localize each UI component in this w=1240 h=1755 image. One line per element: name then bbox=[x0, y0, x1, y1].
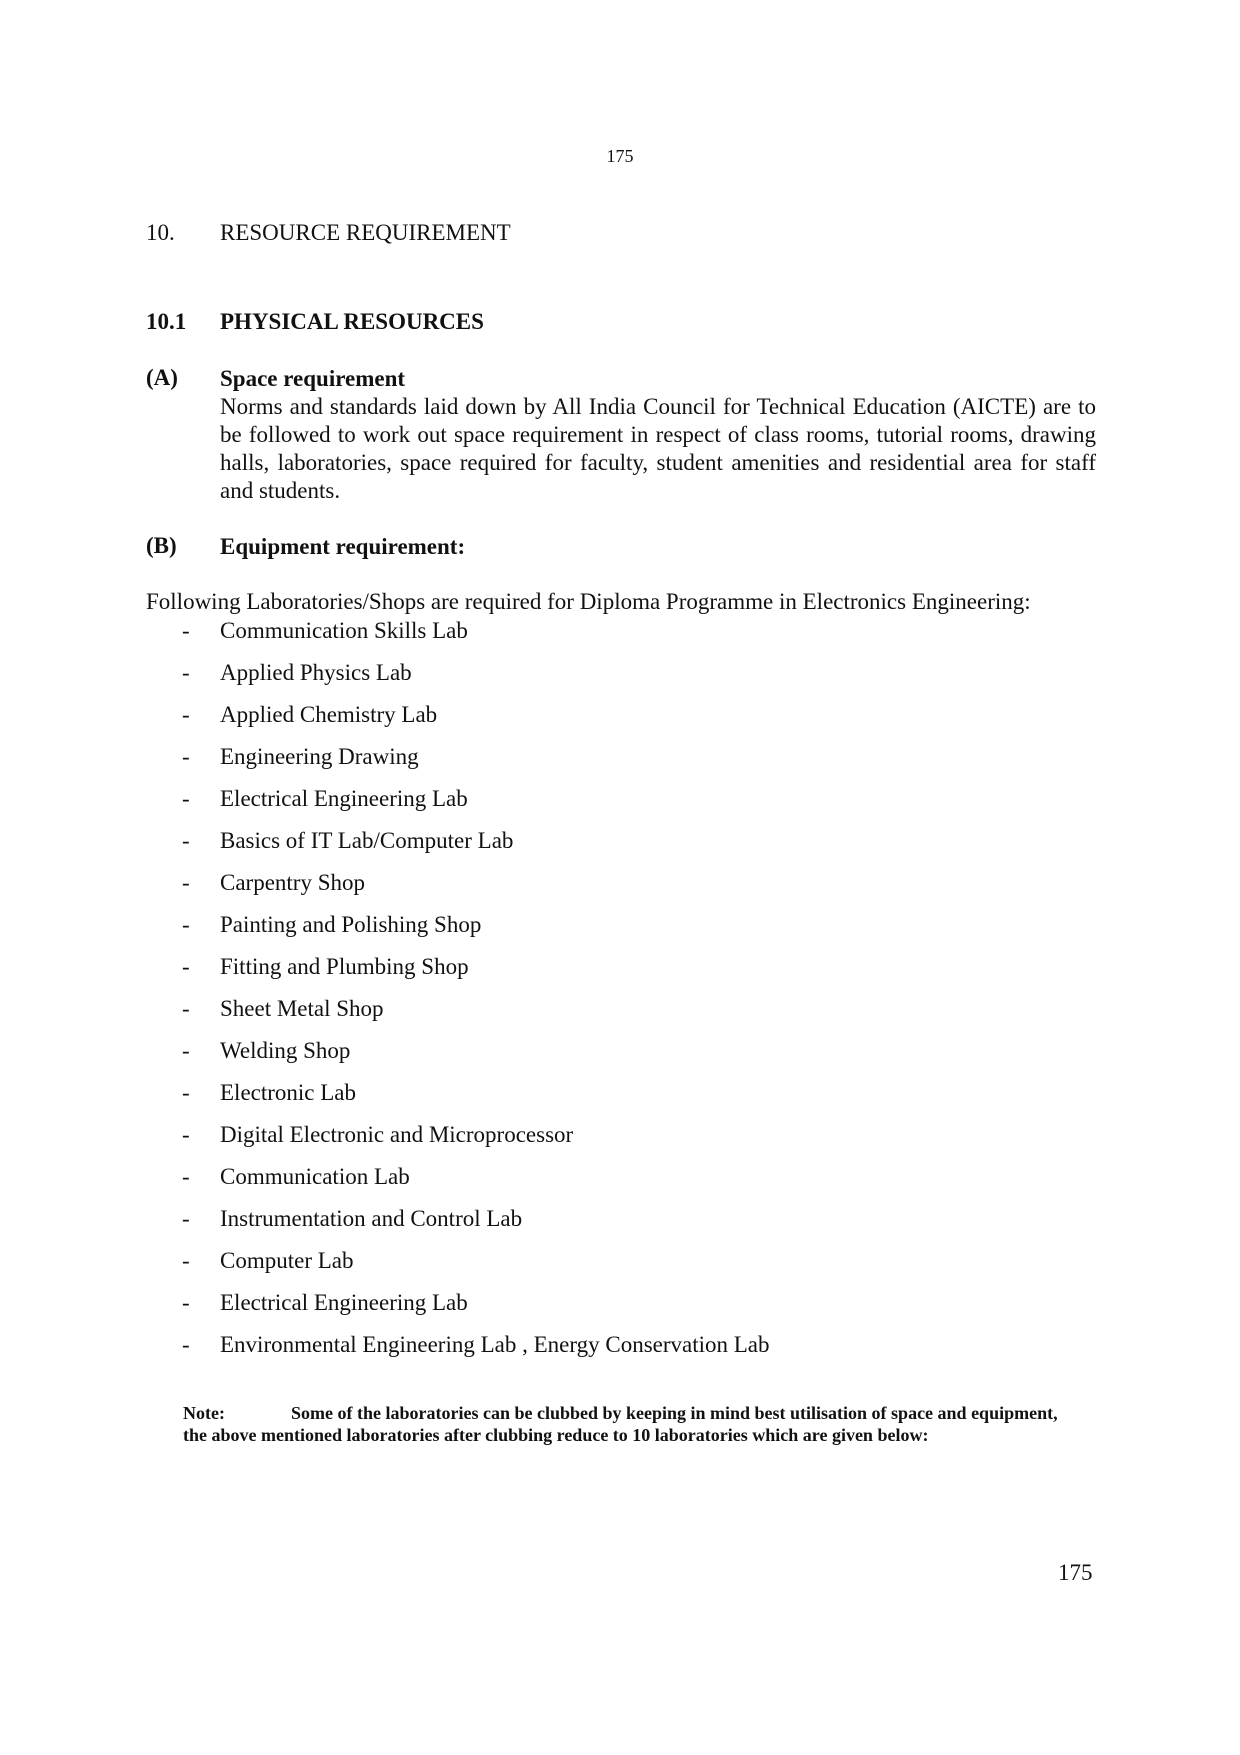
list-dash: - bbox=[182, 912, 190, 937]
page-number-top: 175 bbox=[606, 146, 634, 166]
list-dash: - bbox=[182, 870, 190, 895]
subsection-number: 10.1 bbox=[146, 309, 187, 334]
list-dash: - bbox=[182, 1206, 190, 1231]
space-paragraph: Norms and standards laid down by All India Council for Technical Education (AICTE) are to be followed to work out space requirement in respect of class rooms, tutorial rooms, drawing halls, laboratories, space required for faculty, student amenities and residential area for staff and students. bbox=[220, 394, 1096, 503]
lab-name: Digital Electronic and Microprocessor bbox=[220, 1122, 574, 1147]
lab-name: Applied Chemistry Lab bbox=[220, 702, 438, 727]
equipment-marker: (B) bbox=[146, 533, 177, 558]
section-title: RESOURCE REQUIREMENT bbox=[220, 220, 511, 245]
space-requirement-block bbox=[146, 365, 1096, 505]
equipment-title: Equipment requirement: bbox=[220, 534, 466, 559]
lab-name: Fitting and Plumbing Shop bbox=[220, 954, 469, 979]
lab-name: Computer Lab bbox=[220, 1248, 354, 1273]
note-label: Note: bbox=[183, 1403, 225, 1423]
note-text: Some of the laboratories can be clubbed by keeping in mind best utilisation of space and equipment, the above mentioned laboratories after clubbing reduce to 10 laboratories which are given below: bbox=[183, 1403, 1058, 1445]
section-number: 10. bbox=[146, 220, 175, 245]
note-block bbox=[183, 1402, 1083, 1446]
lab-name: Environmental Engineering Lab , Energy Conservation Lab bbox=[220, 1332, 770, 1357]
lab-name: Painting and Polishing Shop bbox=[220, 912, 482, 937]
section-heading bbox=[146, 220, 511, 246]
lab-name: Welding Shop bbox=[220, 1038, 351, 1063]
list-dash: - bbox=[182, 1038, 190, 1063]
lab-name: Sheet Metal Shop bbox=[220, 996, 384, 1021]
subsection-title: PHYSICAL RESOURCES bbox=[220, 309, 484, 334]
list-dash: - bbox=[182, 1080, 190, 1105]
list-dash: - bbox=[182, 1122, 190, 1147]
equipment-requirement-block bbox=[146, 533, 1096, 561]
list-dash: - bbox=[182, 1248, 190, 1273]
lab-name: Electronic Lab bbox=[220, 1080, 357, 1105]
page-number-bottom: 175 bbox=[1058, 1560, 1093, 1585]
lab-name: Basics of IT Lab/Computer Lab bbox=[220, 828, 514, 853]
list-dash: - bbox=[182, 660, 190, 685]
lab-name: Electrical Engineering Lab bbox=[220, 1290, 468, 1315]
lab-name: Electrical Engineering Lab bbox=[220, 786, 468, 811]
list-dash: - bbox=[182, 954, 190, 979]
lab-name: Communication Skills Lab bbox=[220, 618, 468, 643]
space-title: Space requirement bbox=[220, 366, 406, 391]
list-dash: - bbox=[182, 1290, 190, 1315]
list-dash: - bbox=[182, 828, 190, 853]
list-dash: - bbox=[182, 618, 190, 643]
lab-name: Carpentry Shop bbox=[220, 870, 366, 895]
lab-name: Communication Lab bbox=[220, 1164, 410, 1189]
list-dash: - bbox=[182, 1164, 190, 1189]
list-dash: - bbox=[182, 744, 190, 769]
list-dash: - bbox=[182, 1332, 190, 1357]
space-marker: (A) bbox=[146, 365, 178, 390]
lab-name: Engineering Drawing bbox=[220, 744, 419, 769]
lab-name: Applied Physics Lab bbox=[220, 660, 412, 685]
list-dash: - bbox=[182, 702, 190, 727]
list-dash: - bbox=[182, 786, 190, 811]
list-dash: - bbox=[182, 996, 190, 1021]
subsection-heading bbox=[146, 309, 484, 335]
labs-intro: Following Laboratories/Shops are required for Diploma Programme in Electronics Engineering: bbox=[146, 589, 1031, 614]
lab-name: Instrumentation and Control Lab bbox=[220, 1206, 523, 1231]
